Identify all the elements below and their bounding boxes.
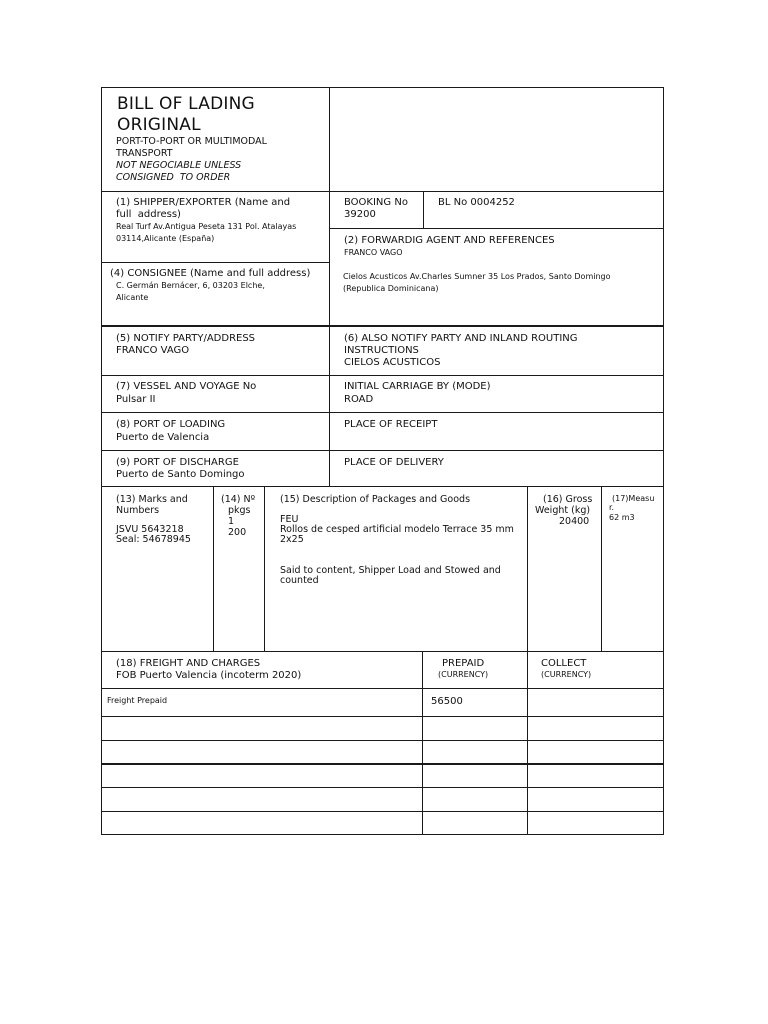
port-discharge-value: Puerto de Santo Domingo bbox=[116, 469, 245, 480]
bl-number: BL No 0004252 bbox=[438, 197, 515, 208]
marks-label-line1: (13) Marks and bbox=[116, 494, 188, 505]
divider-consignee-bottom bbox=[101, 325, 664, 327]
place-receipt-label: PLACE OF RECEIPT bbox=[344, 419, 438, 430]
collect-label: COLLECT bbox=[541, 658, 587, 669]
notify-party-value: FRANCO VAGO bbox=[116, 345, 190, 356]
vessel-label: (7) VESSEL AND VOYAGE No bbox=[116, 381, 257, 392]
measure-label-line2: r. bbox=[609, 503, 615, 512]
divider-cargo-1 bbox=[213, 486, 214, 651]
forwarding-agent-label: (2) FORWARDIG AGENT AND REFERENCES bbox=[344, 235, 555, 246]
shipper-label-line2: full address) bbox=[116, 209, 181, 220]
divider-freight-row-3 bbox=[101, 763, 664, 765]
border-top bbox=[101, 87, 664, 88]
consignee-address-line2: Alicante bbox=[116, 293, 149, 302]
transport-type-line1: PORT-TO-PORT OR MULTIMODAL bbox=[116, 136, 267, 147]
divider-header-bottom bbox=[101, 191, 664, 192]
initial-carriage-label: INITIAL CARRIAGE BY (MODE) bbox=[344, 381, 491, 392]
place-delivery-label: PLACE OF DELIVERY bbox=[344, 457, 444, 468]
divider-freight-collect bbox=[527, 651, 528, 835]
divider-cargo-2 bbox=[264, 486, 265, 651]
marks-label-line2: Numbers bbox=[116, 505, 160, 516]
measure-value: 62 m3 bbox=[609, 513, 635, 522]
also-notify-value: CIELOS ACUSTICOS bbox=[344, 357, 441, 368]
divider-freight-row-4 bbox=[101, 787, 664, 788]
divider-shipper-bottom bbox=[101, 262, 329, 263]
border-left bbox=[101, 87, 102, 835]
divider-cargo-bottom bbox=[101, 651, 664, 652]
also-notify-label-line2: INSTRUCTIONS bbox=[344, 345, 419, 356]
divider-loading-bottom bbox=[101, 450, 664, 451]
shipper-address-line2: 03114,Alicante (España) bbox=[116, 234, 215, 243]
document-title-line2: ORIGINAL bbox=[117, 115, 201, 135]
freight-row1-prepaid-amount: 56500 bbox=[431, 696, 463, 707]
pkgs-label-line1: (14) Nº bbox=[221, 494, 256, 505]
marks-value-line1: JSVU 5643218 bbox=[116, 524, 184, 535]
pkgs-value-line2: 200 bbox=[228, 527, 247, 538]
marks-value-line2: Seal: 54678945 bbox=[116, 534, 191, 545]
divider-booking-bottom bbox=[329, 228, 664, 229]
transport-type-line2: TRANSPORT bbox=[116, 148, 173, 159]
prepaid-currency: (CURRENCY) bbox=[438, 670, 489, 679]
booking-number: 39200 bbox=[344, 209, 376, 220]
divider-freight-row-2 bbox=[101, 740, 664, 741]
divider-discharge-bottom bbox=[101, 486, 664, 487]
description-note-line2: counted bbox=[280, 575, 319, 586]
consignee-address-line1: C. Germán Bernácer, 6, 03203 Elche, bbox=[116, 281, 265, 290]
negotiable-note-line1: NOT NEGOCIABLE UNLESS bbox=[116, 160, 242, 171]
consignee-label: (4) CONSIGNEE (Name and full address) bbox=[110, 268, 311, 279]
vessel-value: Pulsar II bbox=[116, 394, 156, 405]
pkgs-value-line1: 1 bbox=[228, 516, 235, 527]
divider-booking-bl bbox=[423, 191, 424, 228]
divider-freight-header-bottom bbox=[101, 688, 664, 689]
divider-freight-row-5 bbox=[101, 811, 664, 812]
divider-notify-bottom bbox=[101, 375, 664, 376]
notify-party-label: (5) NOTIFY PARTY/ADDRESS bbox=[116, 333, 256, 344]
divider-center-upper bbox=[329, 87, 330, 487]
also-notify-label-line1: (6) ALSO NOTIFY PARTY AND INLAND ROUTING bbox=[344, 333, 578, 344]
gross-weight-label-line2: Weight (kg) bbox=[535, 505, 591, 516]
border-bottom bbox=[101, 834, 664, 835]
forwarding-agent-name: FRANCO VAGO bbox=[344, 248, 403, 257]
freight-label: (18) FREIGHT AND CHARGES bbox=[116, 658, 261, 669]
document-title-line1: BILL OF LADING bbox=[117, 94, 255, 114]
measure-label-line1: (17)Measu bbox=[612, 494, 655, 503]
divider-vessel-bottom bbox=[101, 412, 664, 413]
description-line1: FEU bbox=[280, 514, 299, 525]
shipper-label-line1: (1) SHIPPER/EXPORTER (Name and bbox=[116, 197, 291, 208]
divider-cargo-4 bbox=[601, 486, 602, 651]
divider-freight-row-1 bbox=[101, 716, 664, 717]
port-discharge-label: (9) PORT OF DISCHARGE bbox=[116, 457, 239, 468]
prepaid-label: PREPAID bbox=[442, 658, 485, 669]
forwarding-address-line1: Cielos Acusticos Av.Charles Sumner 35 Los Prados, Santo Domingo bbox=[343, 272, 611, 281]
initial-carriage-value: ROAD bbox=[344, 394, 374, 405]
freight-value: FOB Puerto Valencia (incoterm 2020) bbox=[116, 670, 302, 681]
gross-weight-value: 20400 bbox=[559, 516, 590, 527]
shipper-address-line1: Real Turf Av.Antigua Peseta 131 Pol. Atalayas bbox=[116, 222, 297, 231]
divider-freight-prepaid bbox=[422, 651, 423, 835]
port-loading-value: Puerto de Valencia bbox=[116, 432, 210, 443]
description-line3: 2x25 bbox=[280, 534, 304, 545]
port-loading-label: (8) PORT OF LOADING bbox=[116, 419, 226, 430]
collect-currency: (CURRENCY) bbox=[541, 670, 592, 679]
gross-weight-label-line1: (16) Gross bbox=[543, 494, 593, 505]
booking-label: BOOKING No bbox=[344, 197, 408, 208]
forwarding-address-line2: (Republica Dominicana) bbox=[343, 284, 439, 293]
negotiable-note-line2: CONSIGNED TO ORDER bbox=[116, 172, 231, 183]
description-note-line1: Said to content, Shipper Load and Stowed and bbox=[280, 565, 501, 576]
divider-cargo-3 bbox=[527, 486, 528, 651]
description-label: (15) Description of Packages and Goods bbox=[280, 494, 471, 505]
freight-row1-description: Freight Prepaid bbox=[107, 696, 168, 705]
description-line2: Rollos de cesped artificial modelo Terrace 35 mm bbox=[280, 524, 514, 535]
pkgs-label-line2: pkgs bbox=[228, 505, 251, 516]
border-right bbox=[663, 87, 664, 835]
